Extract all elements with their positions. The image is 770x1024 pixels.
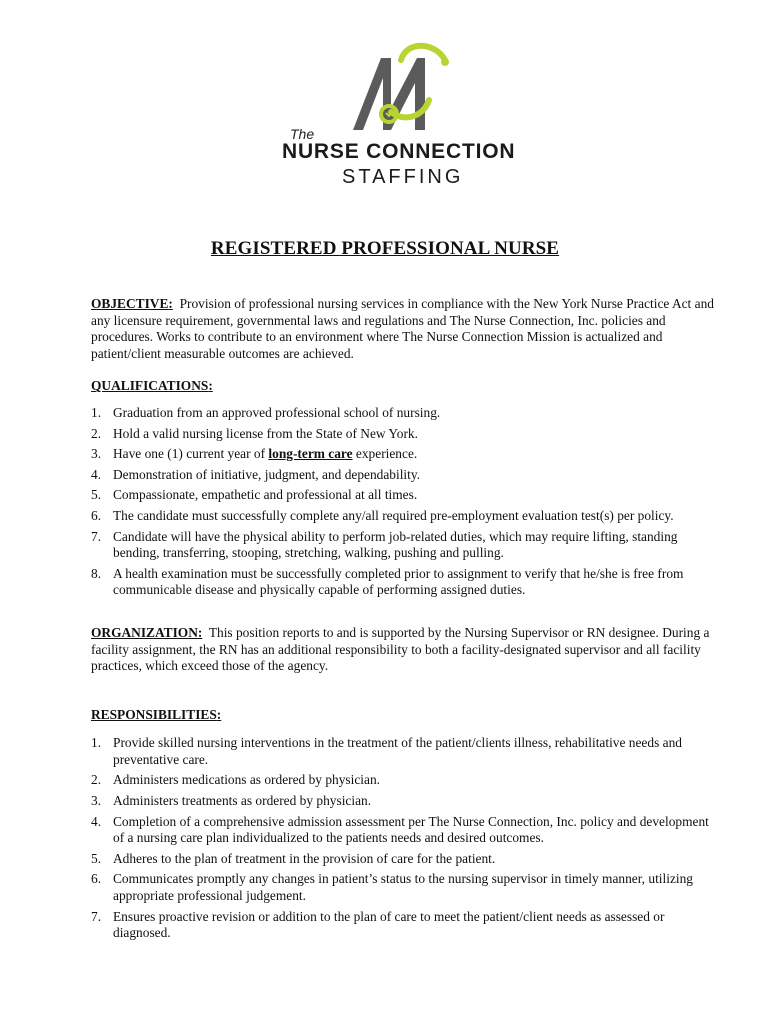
item-text: A health examination must be successfully completed prior to assignment to verify that he/she is free from communicable disease and physically capable of performing assigned duties. (113, 565, 684, 598)
logo-name-text: NURSE CONNECTION (282, 140, 516, 163)
item-number: 2. (91, 425, 102, 441)
item-number: 7. (91, 908, 102, 924)
item-text: Demonstration of initiative, judgment, and dependability. (113, 466, 421, 482)
qualifications-heading-row (91, 378, 719, 395)
objective-heading: OBJECTIVE (91, 296, 169, 311)
item-text: Administers treatments as ordered by physician. (113, 793, 372, 809)
organization-text: This position reports to and is supported by the Nursing Supervisor or RN designee. During a facility assignment, the RN has an additional responsibility to both a facility-designated supervisor and all facility practices, which exceed those of the agency. (91, 624, 710, 674)
list-item (91, 814, 719, 847)
list-item (91, 487, 719, 504)
responsibilities-list (91, 735, 719, 942)
item-text: Hold a valid nursing license from the State of New York. (113, 425, 418, 441)
item-text: Candidate will have the physical ability to perform job-related duties, which may require lifting, standing bending, transferring, stooping, stretching, walking, pushing and pulling. (113, 528, 678, 561)
item-number: 6. (91, 871, 102, 887)
qualifications-list (91, 405, 719, 599)
list-item (91, 405, 719, 422)
item-text: Graduation from an approved professional school of nursing. (113, 404, 441, 420)
item-text: Ensures proactive revision or addition to the plan of care to meet the patient/client needs as assessed or diagnosed. (113, 908, 665, 941)
list-item (91, 467, 719, 484)
item-number: 8. (91, 565, 102, 581)
item-number: 5. (91, 850, 102, 866)
item-text: Provide skilled nursing interventions in the treatment of the patient/clients illness, rehabilitative needs and preventative care. (113, 735, 682, 767)
item-number: 1. (91, 404, 102, 420)
item-number: 6. (91, 507, 102, 523)
qualifications-colon: : (208, 378, 213, 394)
list-item (91, 566, 719, 599)
responsibilities-heading: RESPONSIBILITIES (91, 706, 217, 722)
list-item (91, 793, 719, 810)
long-term-care-emphasis: long-term care (268, 446, 353, 462)
nc-monogram-icon (345, 38, 455, 138)
list-item (91, 426, 719, 443)
responsibilities-colon: : (216, 706, 222, 722)
item-number: 3. (91, 793, 102, 809)
list-item (91, 735, 719, 768)
item-text-after: experience. (352, 446, 418, 462)
list-item (91, 529, 719, 562)
list-item (91, 772, 719, 789)
logo-subtitle-text: STAFFING (342, 166, 464, 188)
objective-section (91, 296, 719, 362)
item-text: Administers medications as ordered by physician. (113, 772, 381, 788)
objective-colon: : (168, 296, 173, 311)
responsibilities-heading-row (91, 707, 719, 724)
item-text: Compassionate, empathetic and professional at all times. (113, 487, 418, 503)
item-text: Communicates promptly any changes in patient’s status to the nursing supervisor in timely manner, utilizing appropriate professional judgement. (113, 871, 694, 904)
list-item (91, 851, 719, 868)
list-item (91, 508, 719, 525)
organization-heading: ORGANIZATION (91, 624, 198, 640)
document-title: REGISTERED PROFESSIONAL NURSE (210, 238, 560, 259)
item-number: 4. (91, 813, 102, 829)
item-number: 2. (91, 772, 102, 788)
item-number: 7. (91, 528, 102, 544)
item-text: Adheres to the plan of treatment in the provision of care for the patient. (113, 850, 496, 866)
item-text-before: Have one (1) current year of (113, 446, 269, 462)
item-text: Completion of a comprehensive admission assessment per The Nurse Connection, Inc. policy and development of a nursing care plan individualized to the patients needs and desired outcomes. (113, 813, 709, 846)
item-number: 4. (91, 466, 102, 482)
company-logo (260, 38, 530, 188)
qualifications-heading: QUALIFICATIONS (91, 378, 209, 394)
document-body (91, 296, 719, 946)
item-number: 5. (91, 487, 102, 503)
organization-section (91, 625, 719, 675)
list-item (91, 909, 719, 942)
item-number: 3. (91, 446, 102, 462)
logo-the-text: The (290, 126, 315, 142)
objective-text: Provision of professional nursing services in compliance with the New York Nurse Practice Act and any licensure requirement, governmental laws and regulations and The Nurse Connection, Inc. policies and procedures. Works to contribute to an environment where The Nurse Connection Mission is actualized and patient/client measurable outcomes are achieved. (91, 296, 714, 361)
list-item (91, 871, 719, 904)
list-item (91, 446, 719, 463)
item-text: The candidate must successfully complete any/all required pre-employment evaluation test(s) per policy. (113, 507, 674, 523)
item-number: 1. (91, 735, 102, 751)
organization-colon: : (197, 624, 203, 640)
